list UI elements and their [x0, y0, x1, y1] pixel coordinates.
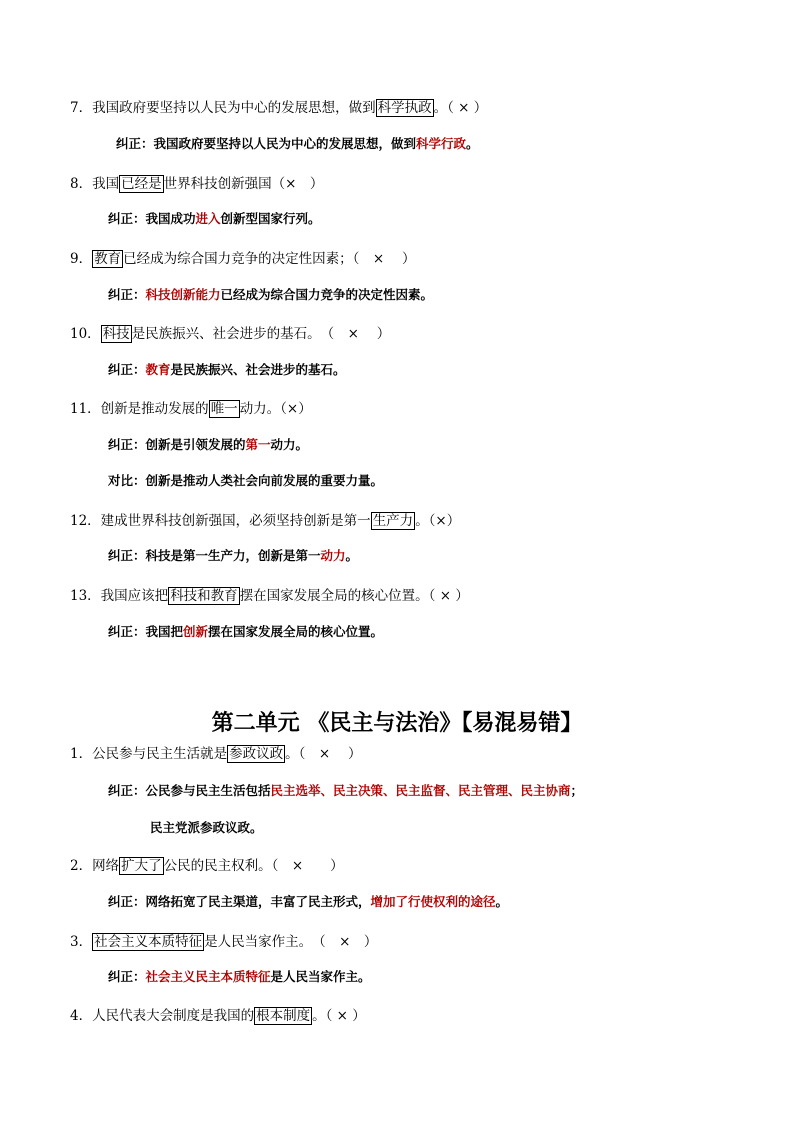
correction-10: 纠正：教育是民族振兴、社会进步的基石。 — [108, 362, 346, 377]
error-highlight: 科技 — [102, 326, 130, 342]
correction-highlight: 进入 — [195, 211, 221, 226]
error-highlight: 根本制度 — [256, 1008, 311, 1024]
correction-highlight: 第一 — [245, 437, 271, 452]
correction-s2-1-cont: 民主党派参政议政。 — [150, 820, 263, 835]
question-13: 13．我国应该把 科技和教育 摆在国家发展全局的核心位置。（ × ） — [70, 588, 469, 604]
correction-highlight: 科技创新能力 — [145, 287, 221, 302]
correction-13: 纠正：我国把创新摆在国家发展全局的核心位置。 — [108, 624, 384, 639]
question-11: 11．创新是推动发展的 唯一 动力。（×） — [70, 401, 312, 417]
correction-highlight: 创新 — [183, 624, 209, 639]
correction-s2-2: 纠正：网络拓宽了民主渠道，丰富了民主形式，增加了行使权利的途径。 — [108, 894, 509, 909]
question-9: 9． 教育 已经成为综合国力竞争的决定性因素；（ × ） — [70, 251, 416, 267]
error-highlight: 教育 — [94, 251, 122, 267]
error-highlight: 生产力 — [372, 513, 414, 529]
question-s2-2: 2．网络 扩大了 公民的民主权利。（ × ） — [70, 858, 344, 874]
correction-12: 纠正：科技是第一生产力，创新是第一动力。 — [108, 548, 359, 563]
error-highlight: 已经是 — [121, 176, 162, 192]
correction-9: 纠正：科技创新能力已经成为综合国力竞争的决定性因素。 — [108, 287, 434, 302]
correction-highlight: 民主选举、民主决策、民主监督、民主管理、民主协商 — [270, 783, 571, 798]
correction-highlight: 增加了行使权利的途径 — [370, 894, 496, 909]
question-s2-3: 3． 社会主义本质特征 是人民当家作主。 （ × ） — [70, 934, 378, 950]
comparison-11: 对比：创新是推动人类社会向前发展的重要力量。 — [108, 473, 384, 488]
correction-highlight: 科学行政 — [416, 136, 467, 151]
error-highlight: 扩大了 — [121, 858, 162, 874]
correction-highlight: 动力 — [320, 548, 346, 563]
question-7: 7．我国政府要坚持以人民为中心的发展思想，做到 科学执政 。（ × ） — [70, 100, 488, 116]
question-12: 12．建成世界科技创新强国，必须坚持创新是第一 生产力 。（×） — [70, 513, 461, 529]
error-highlight: 唯一 — [210, 401, 238, 417]
error-highlight: 参政议政 — [229, 746, 284, 762]
question-10: 10． 科技 是民族振兴、社会进步的基石。 （ × ） — [70, 326, 391, 342]
correction-7: 纠正：我国政府要坚持以人民为中心的发展思想，做到科学行政。 — [116, 136, 479, 151]
error-highlight: 科学执政 — [377, 100, 432, 116]
section-title: 第二单元 《民主与法治》【易混易错】 — [211, 711, 583, 736]
question-s2-4: 4．人民代表大会制度是我国的 根本制度 。（ × ） — [70, 1008, 366, 1024]
correction-s2-3: 纠正：社会主义民主本质特征是人民当家作主。 — [108, 969, 371, 984]
correction-8: 纠正：我国成功进入创新型国家行列。 — [108, 211, 321, 226]
correction-highlight: 教育 — [145, 362, 171, 377]
error-highlight: 社会主义本质特征 — [94, 934, 203, 950]
question-8: 8．我国 已经是 世界科技创新强国（× ） — [70, 176, 324, 192]
question-s2-1: 1．公民参与民主生活就是 参政议政 。（ × ） — [70, 746, 362, 762]
correction-highlight: 社会主义民主本质特征 — [145, 969, 271, 984]
error-highlight: 科技和教育 — [170, 588, 238, 604]
correction-11: 纠正：创新是引领发展的第一动力。 — [108, 437, 309, 452]
correction-s2-1: 纠正：公民参与民主生活包括民主选举、民主决策、民主监督、民主管理、民主协商； — [108, 783, 584, 798]
